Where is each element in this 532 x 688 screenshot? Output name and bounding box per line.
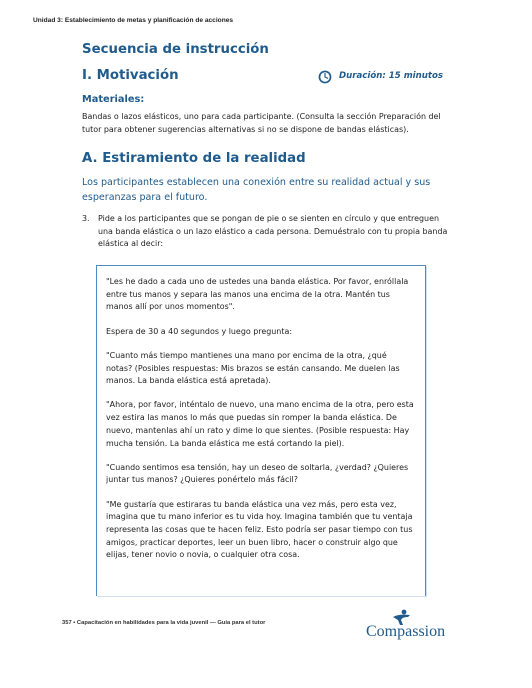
script-paragraph: "Ahora, por favor, inténtalo de nuevo, una mano encima de la otra, pero esta vez estira las manos lo más que puedas sin romper la banda elástica. De nuevo, mantenlas ahí un rato y dime lo que sientes. (Posible respuesta: Hay mucha tensión. La banda elástica me está cortando la piel). [106,400,414,448]
section-title-motivation: I. Motivación [82,68,179,83]
clock-icon [318,69,332,83]
sequence-title: Secuencia de instrucción [82,42,269,57]
compassion-logo-text: Compassion [366,623,446,640]
step-number: 3. [82,214,90,223]
script-paragraph: "Cuando sentimos esa tensión, hay un deseo de soltarla, ¿verdad? ¿Quieres juntar tus manos? ¿Quieres ponértelo más fácil? [106,462,409,485]
script-paragraph: "Cuanto más tiempo mantienes una mano por encima de la otra, ¿qué notas? (Posibles respuestas: Mis brazos se están cansando. Me duelen las manos. La banda elástica está apretada). [106,350,400,386]
section-a-intro: Los participantes establecen una conexión entre su realidad actual y sus esperanzas para el futuro. [82,177,431,203]
materials-heading: Materiales: [82,94,145,105]
section-a-title: A. Estiramiento de la realidad [82,151,306,166]
script-paragraph: "Me gustaría que estiraras tu banda elástica una vez más, pero esta vez, imagina que tu mano inferior es tu vida hoy. Imagina también que tu ventaja representa las cosas que te hacen feliz. Esto podría ser pasar tiempo con tus amigos, practicar deportes, leer un buen libro, hacer o construir algo que elijas, tener novio o novia, o cualquier otra cosa. [106,499,413,560]
unit-header: Unidad 3: Establecimiento de metas y planificación de acciones [33,17,234,24]
duration-text: Duración: 15 minutos [339,71,443,81]
duration-label [318,69,443,83]
script-paragraph: "Les he dado a cada uno de ustedes una banda elástica. Por favor, enróllala entre tus manos y separa las manos una encima de la otra. Mantén tus manos allí por unos momentos". [106,277,409,312]
script-paragraph: Espera de 30 a 40 segundos y luego pregunta: [106,326,292,336]
materials-text: Bandas o lazos elásticos, uno para cada participante. (Consulta la sección Preparación del tutor para obtener sugerencias alternativas si no se dispone de bandas elásticas). [82,112,441,134]
page-footer: 357 • Capacitación en habilidades para la vida juvenil — Guía para el tutor [62,620,266,626]
script-box [96,265,426,596]
compassion-logo [364,609,464,643]
step-text: Pide a los participantes que se pongan de pie o se sienten en círculo y que entreguen una banda elástica o un lazo elástico a cada persona. Demuéstralo con tu propia banda elástica al decir: [98,214,448,249]
